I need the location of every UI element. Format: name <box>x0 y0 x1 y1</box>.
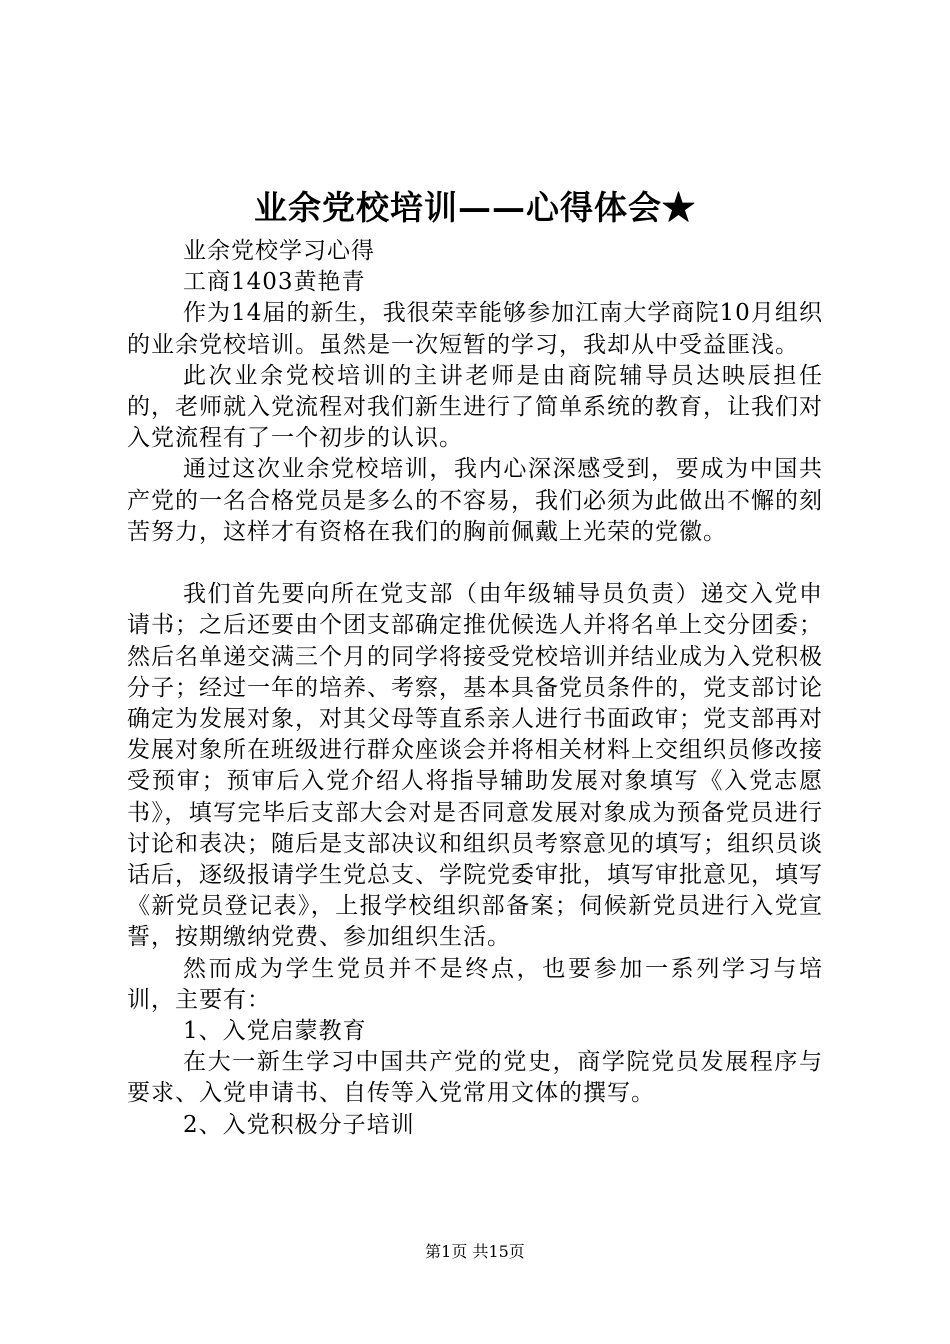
paragraph-intro: 作为14届的新生，我很荣幸能够参加江南大学商院10月组织的业余党校培训。虽然是一次短暂的学习，我却从中受益匪浅。 <box>127 300 823 358</box>
paragraph-training-intro: 然而成为学生党员并不是终点，也要参加一系列学习与培训，主要有： <box>127 955 823 1013</box>
paragraph-process: 我们首先要向所在党支部（由年级辅导员负责）递交入党申请书；之后还要由个团支部确定推优候选人并将名单上交分团委；然后名单递交满三个月的同学将接受党校培训并结业成为入党积极分子；经过一年的培养、考察，基本具备党员条件的，党支部讨论确定为发展对象，对其父母等直系亲人进行书面政审；党支部再对发展对象所在班级进行群众座谈会并将相关材料上交组织员修改接受预审；预审后入党介绍人将指导辅助发展对象填写《入党志愿书》，填写完毕后支部大会对是否同意发展对象成为预备党员进行讨论和表决；随后是支部决议和组织员考察意见的填写；组织员谈话后，逐级报请学生党总支、学院党委审批，填写审批意见，填写《新党员登记表》，上报学校组织部备案；伺候新党员进行入党宣誓，按期缴纳党费、参加组织生活。 <box>127 581 823 951</box>
document-body <box>127 236 823 1141</box>
paragraph-item-1-body: 在大一新生学习中国共产党的党史，商学院党员发展程序与要求、入党申请书、自传等入党常用文体的撰写。 <box>127 1049 823 1107</box>
paragraph-feeling: 通过这次业余党校培训，我内心深深感受到，要成为中国共产党的一名合格党员是多么的不容易，我们必须为此做出不懈的刻苦努力，这样才有资格在我们的胸前佩戴上光荣的党徽。 <box>127 456 823 545</box>
page-number-footer: 第1页 共15页 <box>425 1242 525 1261</box>
paragraph-author: 工商1403黄艳青 <box>183 269 366 296</box>
paragraph-item-2-heading: 2、入党积极分子培训 <box>183 1111 415 1138</box>
paragraph-item-1-heading: 1、入党启蒙教育 <box>183 1018 367 1045</box>
paragraph-spacer <box>127 548 823 579</box>
paragraph-teacher: 此次业余党校培训的主讲老师是由商院辅导员达映辰担任的，老师就入党流程对我们新生进行了简单系统的教育，让我们对入党流程有了一个初步的认识。 <box>127 362 823 452</box>
document-title: 业余党校培训——心得体会★ <box>254 188 696 227</box>
paragraph-subtitle: 业余党校学习心得 <box>183 238 375 264</box>
